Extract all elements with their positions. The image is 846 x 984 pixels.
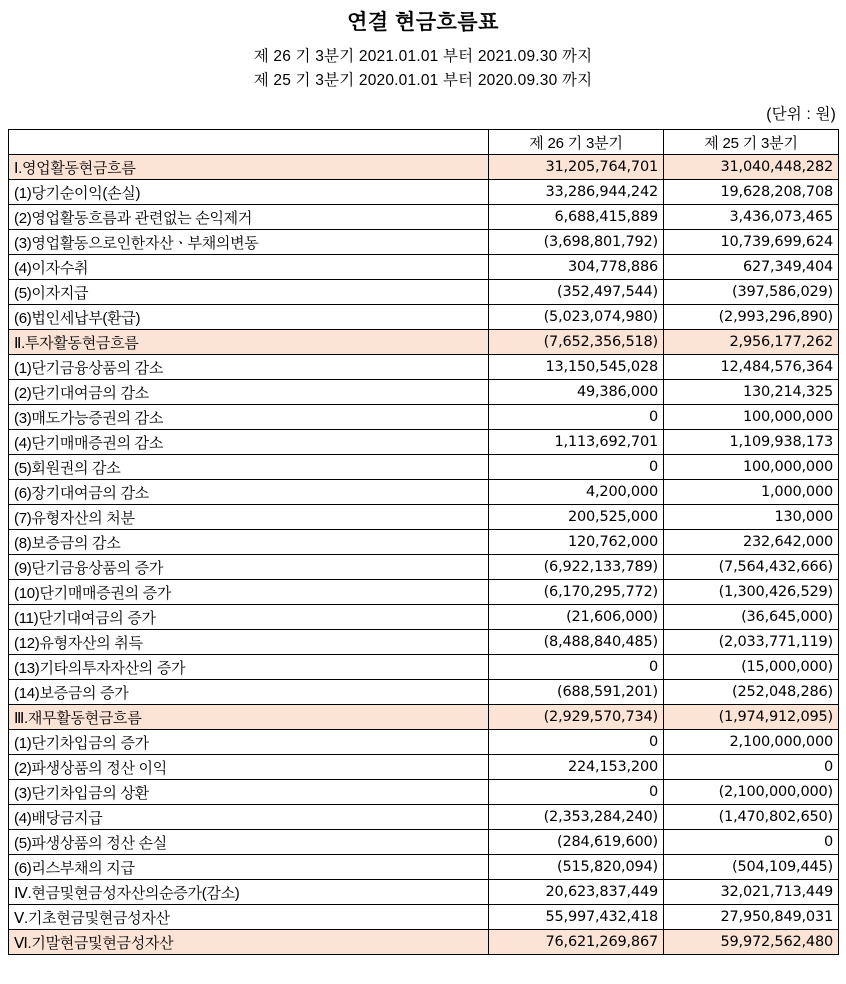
column-header-current-period: 제 26 기 3분기	[489, 130, 664, 155]
row-value-prior: (1,300,426,529)	[664, 580, 839, 605]
table-body	[9, 155, 839, 955]
row-label: (2)영업활동흐름과 관련없는 손익제거	[9, 205, 489, 230]
row-value-prior: 59,972,562,480	[664, 930, 839, 955]
row-value-prior: (1,974,912,095)	[664, 705, 839, 730]
table-row	[9, 305, 839, 330]
table-row	[9, 830, 839, 855]
row-value-current: (3,698,801,792)	[489, 230, 664, 255]
unit-note: (단위 : 원)	[766, 106, 836, 124]
row-value-current: 4,200,000	[489, 480, 664, 505]
row-label: (5)파생상품의 정산 손실	[9, 830, 489, 855]
row-value-current: (2,353,284,240)	[489, 805, 664, 830]
table-row	[9, 630, 839, 655]
row-label: (2)파생상품의 정산 이익	[9, 755, 489, 780]
row-value-prior: 10,739,699,624	[664, 230, 839, 255]
row-value-current: 20,623,837,449	[489, 880, 664, 905]
row-label: (1)단기차입금의 증가	[9, 730, 489, 755]
table-header-row	[9, 130, 839, 155]
row-value-current: 13,150,545,028	[489, 355, 664, 380]
table-row	[9, 730, 839, 755]
row-value-prior: (1,470,802,650)	[664, 805, 839, 830]
table-row	[9, 505, 839, 530]
row-value-current: (6,922,133,789)	[489, 555, 664, 580]
row-value-current: 76,621,269,867	[489, 930, 664, 955]
table-row	[9, 455, 839, 480]
row-value-current: 0	[489, 455, 664, 480]
table-row	[9, 230, 839, 255]
row-value-current: 120,762,000	[489, 530, 664, 555]
row-value-prior: (36,645,000)	[664, 605, 839, 630]
row-label: (5)회원권의 감소	[9, 455, 489, 480]
table-row	[9, 680, 839, 705]
table-row	[9, 580, 839, 605]
row-label: (4)배당금지급	[9, 805, 489, 830]
column-header-label	[9, 130, 489, 155]
row-value-prior: 1,109,938,173	[664, 430, 839, 455]
row-value-prior: 100,000,000	[664, 405, 839, 430]
row-value-prior: (504,109,445)	[664, 855, 839, 880]
row-label: Ⅵ.기말현금및현금성자산	[9, 930, 489, 955]
row-value-prior: 130,000	[664, 505, 839, 530]
row-value-prior: 32,021,713,449	[664, 880, 839, 905]
row-value-current: 200,525,000	[489, 505, 664, 530]
table-row	[9, 555, 839, 580]
row-label: (3)영업활동으로인한자산ㆍ부채의변동	[9, 230, 489, 255]
row-value-prior: (2,033,771,119)	[664, 630, 839, 655]
row-value-prior: 3,436,073,465	[664, 205, 839, 230]
table-row	[9, 705, 839, 730]
row-value-prior: 0	[664, 755, 839, 780]
row-label: (5)이자지급	[9, 280, 489, 305]
row-label: Ⅴ.기초현금및현금성자산	[9, 905, 489, 930]
row-value-current: 33,286,944,242	[489, 180, 664, 205]
period-current-label: 제 26 기 3분기 2021.01.01 부터 2021.09.30 까지	[253, 48, 593, 65]
table-row	[9, 605, 839, 630]
row-label: (9)단기금융상품의 증가	[9, 555, 489, 580]
table-row	[9, 355, 839, 380]
row-label: (1)단기금융상품의 감소	[9, 355, 489, 380]
row-value-prior: (252,048,286)	[664, 680, 839, 705]
row-value-prior: 27,950,849,031	[664, 905, 839, 930]
row-label: (13)기타의투자자산의 증가	[9, 655, 489, 680]
page-title: 연결 현금흐름표	[347, 11, 499, 34]
row-label: (6)법인세납부(환급)	[9, 305, 489, 330]
row-value-current: 304,778,886	[489, 255, 664, 280]
table-row	[9, 930, 839, 955]
row-value-current: (2,929,570,734)	[489, 705, 664, 730]
table-row	[9, 205, 839, 230]
row-value-prior: 12,484,576,364	[664, 355, 839, 380]
row-label: (3)매도가능증권의 감소	[9, 405, 489, 430]
period-prior-label: 제 25 기 3분기 2020.01.01 부터 2020.09.30 까지	[253, 71, 593, 89]
row-label: (14)보증금의 증가	[9, 680, 489, 705]
row-value-current: 0	[489, 780, 664, 805]
column-header-prior-period: 제 25 기 3분기	[664, 130, 839, 155]
row-value-current: (284,619,600)	[489, 830, 664, 855]
table-row	[9, 780, 839, 805]
table-row	[9, 905, 839, 930]
table-row	[9, 855, 839, 880]
row-label: (10)단기매매증권의 증가	[9, 580, 489, 605]
table-row	[9, 380, 839, 405]
table-row	[9, 255, 839, 280]
row-value-prior: (15,000,000)	[664, 655, 839, 680]
table-row	[9, 330, 839, 355]
row-value-prior: 232,642,000	[664, 530, 839, 555]
table-row	[9, 755, 839, 780]
row-value-prior: (2,100,000,000)	[664, 780, 839, 805]
table-row	[9, 530, 839, 555]
row-value-prior: (397,586,029)	[664, 280, 839, 305]
cash-flow-statement-page	[0, 6, 846, 984]
row-label: (8)보증금의 감소	[9, 530, 489, 555]
row-value-current: 49,386,000	[489, 380, 664, 405]
row-label: (4)단기매매증권의 감소	[9, 430, 489, 455]
row-label: (12)유형자산의 취득	[9, 630, 489, 655]
table-row	[9, 480, 839, 505]
row-value-current: (688,591,201)	[489, 680, 664, 705]
row-value-current: 0	[489, 730, 664, 755]
table-row	[9, 180, 839, 205]
table-row	[9, 430, 839, 455]
row-value-current: 0	[489, 405, 664, 430]
table-row	[9, 280, 839, 305]
cash-flow-table	[8, 129, 839, 955]
row-label: (6)리스부채의 지급	[9, 855, 489, 880]
row-value-prior: 0	[664, 830, 839, 855]
row-value-prior: (2,993,296,890)	[664, 305, 839, 330]
row-label: (3)단기차입금의 상환	[9, 780, 489, 805]
row-value-current: 6,688,415,889	[489, 205, 664, 230]
table-row	[9, 655, 839, 680]
row-value-prior: 31,040,448,282	[664, 155, 839, 180]
row-value-current: 55,997,432,418	[489, 905, 664, 930]
row-label: (6)장기대여금의 감소	[9, 480, 489, 505]
row-value-prior: (7,564,432,666)	[664, 555, 839, 580]
row-label: (1)당기순이익(손실)	[9, 180, 489, 205]
row-value-current: (352,497,544)	[489, 280, 664, 305]
row-value-current: 31,205,764,701	[489, 155, 664, 180]
row-label: Ⅲ.재무활동현금흐름	[9, 705, 489, 730]
row-label: (2)단기대여금의 감소	[9, 380, 489, 405]
row-value-current: (7,652,356,518)	[489, 330, 664, 355]
row-value-prior: 1,000,000	[664, 480, 839, 505]
table-row	[9, 155, 839, 180]
row-label: Ⅰ.영업활동현금흐름	[9, 155, 489, 180]
row-label: (11)단기대여금의 증가	[9, 605, 489, 630]
row-value-current: (515,820,094)	[489, 855, 664, 880]
row-value-current: (21,606,000)	[489, 605, 664, 630]
row-value-current: (6,170,295,772)	[489, 580, 664, 605]
table-row	[9, 405, 839, 430]
row-value-prior: 100,000,000	[664, 455, 839, 480]
row-value-current: (5,023,074,980)	[489, 305, 664, 330]
row-value-current: (8,488,840,485)	[489, 630, 664, 655]
table-row	[9, 880, 839, 905]
row-label: (7)유형자산의 처분	[9, 505, 489, 530]
row-value-prior: 627,349,404	[664, 255, 839, 280]
table-row	[9, 805, 839, 830]
row-value-current: 224,153,200	[489, 755, 664, 780]
row-value-prior: 2,956,177,262	[664, 330, 839, 355]
row-value-current: 0	[489, 655, 664, 680]
row-label: Ⅱ.투자활동현금흐름	[9, 330, 489, 355]
row-value-prior: 2,100,000,000	[664, 730, 839, 755]
row-value-prior: 130,214,325	[664, 380, 839, 405]
table-head	[9, 130, 839, 155]
row-value-prior: 19,628,208,708	[664, 180, 839, 205]
row-label: Ⅳ.현금및현금성자산의순증가(감소)	[9, 880, 489, 905]
row-value-current: 1,113,692,701	[489, 430, 664, 455]
row-label: (4)이자수취	[9, 255, 489, 280]
